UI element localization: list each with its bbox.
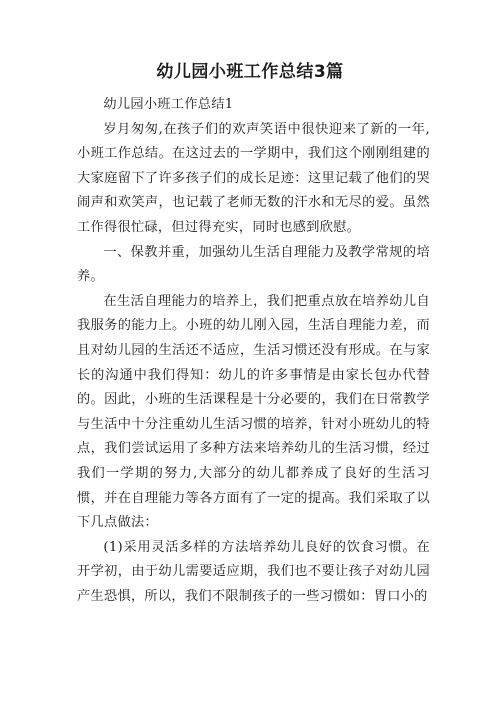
paragraph-section-one: 一、保教并重，加强幼儿生活自理能力及教学常规的培养。	[77, 244, 430, 285]
paragraph-self-care: 在生活自理能力的培养上，我们把重点放在培养幼儿自我服务的能力上。小班的幼儿刚入园，生活自理能力差，而且对幼儿园的生活还不适应，生活习惯还没有形成。在与家长的沟通中我们得知：幼儿的许多事情是由家长包办代替的。因此，小班的生活课程是十分必要的，我们在日常教学与生活中十分注重幼儿生活习惯的培养，针对小班幼儿的特点，我们尝试运用了多种方法来培养幼儿的生活习惯，经过我们一学期的努力,大部分的幼儿都养成了良好的生活习惯，并在自理能力等各方面有了一定的提高。我们采取了以下几点做法：	[77, 293, 430, 531]
document-body	[77, 93, 430, 609]
paragraph-intro: 岁月匆匆,在孩子们的欢声笑语中很快迎来了新的一年,小班工作总结。在这过去的一学期中，我们这个刚刚组建的大家庭留下了许多孩子们的成长足迹：这里记载了他们的哭闹声和欢笑声，也记载了老师无数的汗水和无尽的爱。虽然工作得很忙碌，但过得充实，同时也感到欣慰。	[77, 121, 430, 235]
paragraph-item-1: (1)采用灵活多样的方法培养幼儿良好的饮食习惯。在开学初，由于幼儿需要适应期，我们也不要让孩子对幼儿园产生恐惧，所以，我们不限制孩子的一些习惯如：胃口小的	[77, 539, 430, 604]
section-heading: 幼儿园小班工作总结1	[103, 97, 234, 112]
document-title: 幼儿园小班工作总结3篇	[156, 62, 344, 82]
